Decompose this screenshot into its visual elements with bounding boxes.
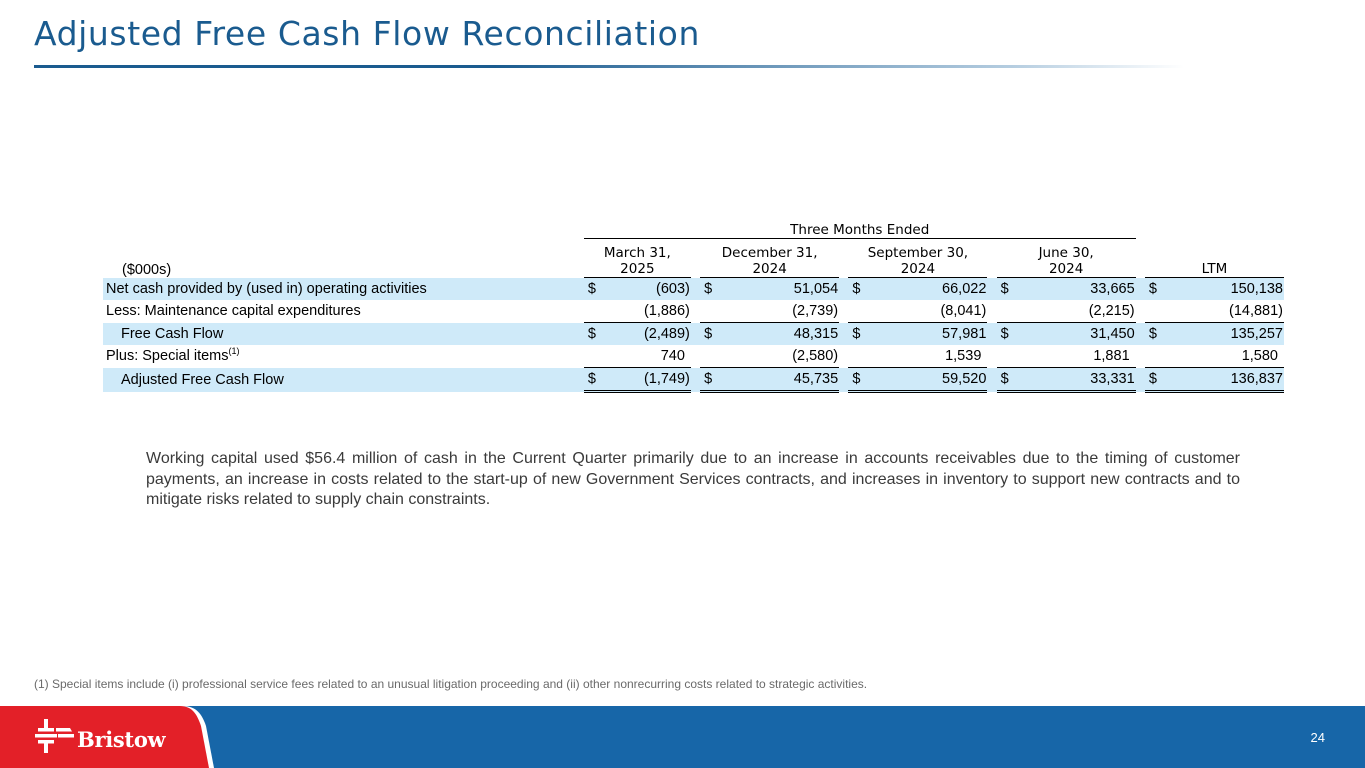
currency-symbol: $ [584, 323, 600, 346]
cell-value: (2,739) [717, 300, 840, 323]
cell-value: (14,881) [1161, 300, 1284, 323]
column-header-jun-2024: June 30, 2024 [997, 239, 1136, 278]
cell-value: 48,315 [717, 323, 840, 346]
column-header-dec-2024: December 31, 2024 [700, 239, 839, 278]
cash-flow-table [103, 216, 1284, 393]
row-label: Less: Maintenance capital expenditures [106, 303, 361, 320]
currency-symbol: $ [584, 368, 600, 392]
table-header-row [103, 239, 1284, 278]
currency-symbol: $ [1145, 323, 1161, 346]
currency-symbol: $ [848, 278, 864, 301]
currency-symbol: $ [700, 323, 716, 346]
currency-symbol: $ [997, 323, 1013, 346]
currency-symbol: $ [848, 368, 864, 392]
cell-value: (1,886) [600, 300, 691, 323]
cell-value: 135,257 [1161, 323, 1284, 346]
column-header-sep-2024: September 30, 2024 [848, 239, 987, 278]
cell-value: 33,331 [1013, 368, 1136, 392]
cell-value: 740 [600, 345, 691, 368]
currency-symbol: $ [700, 368, 716, 392]
cell-value: 150,138 [1161, 278, 1284, 301]
units-label: ($000s) [122, 261, 172, 278]
table-row [103, 300, 1284, 323]
cell-value: 1,580 [1161, 345, 1284, 368]
cell-value: 59,520 [865, 368, 988, 392]
cell-value: (8,041) [865, 300, 988, 323]
cell-value: 1,881 [1013, 345, 1136, 368]
page-number: 24 [1310, 730, 1325, 745]
table-header-group-row [103, 216, 1284, 239]
table-row [103, 345, 1284, 368]
cell-value: (603) [600, 278, 691, 301]
table-row [103, 323, 1284, 346]
cell-value: 136,837 [1161, 368, 1284, 392]
page-title: Adjusted Free Cash Flow Reconciliation [34, 14, 700, 53]
cell-value: 33,665 [1013, 278, 1136, 301]
table-row [103, 278, 1284, 301]
column-header-ltm: LTM [1145, 239, 1284, 278]
title-underline [34, 65, 1184, 68]
currency-symbol: $ [584, 278, 600, 301]
row-label: Adjusted Free Cash Flow [103, 368, 584, 392]
currency-symbol: $ [700, 278, 716, 301]
cell-value: 51,054 [717, 278, 840, 301]
cell-value: 31,450 [1013, 323, 1136, 346]
working-capital-paragraph: Working capital used $56.4 million of cash in the Current Quarter primarily due to an increase in accounts receivables due to the timing of customer payments, an increase in costs related to the start-up of new Government Services contracts, and increases in inventory to support new contracts and to mitigate risks related to supply chain constraints. [146, 450, 1240, 508]
column-header-mar-2025: March 31, 2025 [584, 239, 691, 278]
currency-symbol: $ [997, 278, 1013, 301]
table-row [103, 368, 1284, 392]
cell-value: (2,215) [1013, 300, 1136, 323]
footnote: (1) Special items include (i) professional service fees related to an unusual litigation proceeding and (ii) other nonrecurring costs related to strategic activities. [34, 677, 868, 691]
row-label: Free Cash Flow [103, 323, 584, 346]
cell-value: 45,735 [717, 368, 840, 392]
currency-symbol: $ [1145, 278, 1161, 301]
cell-value: 1,539 [865, 345, 988, 368]
row-label: Plus: Special items$^{(1)}$ [106, 346, 240, 365]
cell-value: (2,489) [600, 323, 691, 346]
cell-value: 57,981 [865, 323, 988, 346]
cell-value: 66,022 [865, 278, 988, 301]
cell-value: (1,749) [600, 368, 691, 392]
bristow-logo-text: Bristow [77, 727, 166, 752]
currency-symbol: $ [848, 323, 864, 346]
three-months-ended-header: Three Months Ended [584, 216, 1136, 239]
row-label: Net cash provided by (used in) operating activities [103, 278, 584, 301]
currency-symbol: $ [1145, 368, 1161, 392]
currency-symbol: $ [997, 368, 1013, 392]
footnote-ref: (1) [228, 346, 240, 357]
cell-value: (2,580) [717, 345, 840, 368]
